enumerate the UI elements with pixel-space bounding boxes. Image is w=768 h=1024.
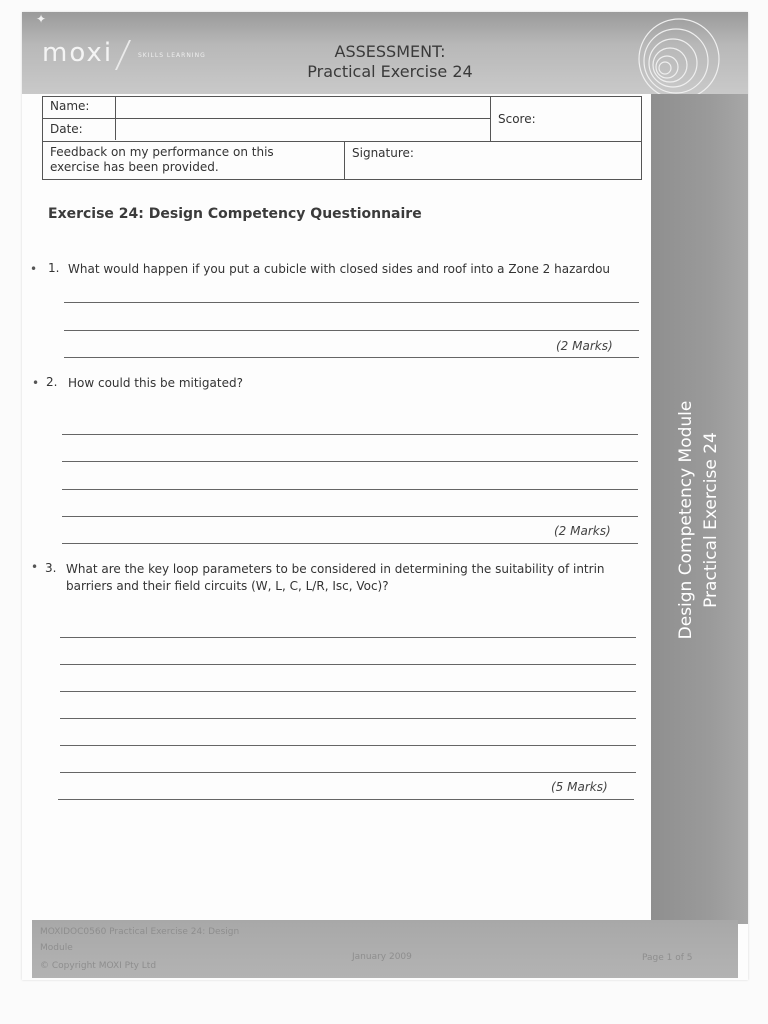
title-line-2: Practical Exercise 24: [307, 62, 473, 81]
brand-logo: moxi: [42, 38, 114, 68]
bullet-mark: •: [31, 560, 39, 574]
title-line-1: ASSESSMENT:: [334, 42, 446, 61]
sidebar-title: [674, 401, 724, 640]
answer-line: [62, 516, 638, 517]
question-number: 1.: [48, 261, 60, 275]
footer-page-number: Page 1 of 5: [642, 953, 693, 963]
bullet-mark: •: [30, 262, 38, 276]
exercise-title: Exercise 24: Design Competency Questionnaire: [48, 206, 422, 222]
page-title: [230, 42, 550, 82]
marks-label: (2 Marks): [554, 524, 611, 538]
answer-line: [58, 799, 634, 800]
question-text: How could this be mitigated?: [68, 376, 243, 390]
answer-line: [62, 543, 638, 544]
date-label: Date:: [50, 122, 83, 136]
answer-line: [64, 330, 639, 331]
feedback-line-1: Feedback on my performance on this: [50, 145, 274, 159]
footer-doc-ref-continued: Module: [40, 943, 73, 953]
marks-label: (5 Marks): [551, 780, 608, 794]
name-label: Name:: [50, 99, 90, 113]
marks-label: (2 Marks): [556, 339, 613, 353]
question-text: What are the key loop parameters to be considered in determining the suitability of intrin: [66, 562, 605, 576]
score-label: Score:: [498, 112, 536, 126]
answer-line: [60, 637, 636, 638]
answer-line: [60, 745, 636, 746]
answer-line: [60, 691, 636, 692]
sidebar-line-1: Design Competency Module: [676, 400, 696, 640]
answer-line: [62, 489, 638, 490]
answer-line: [62, 434, 638, 435]
feedback-statement: [50, 145, 274, 175]
answer-line: [64, 302, 639, 303]
answer-line: [62, 461, 638, 462]
table-divider: [42, 141, 642, 142]
sidebar-line-2: Practical Exercise 24: [701, 432, 721, 608]
feedback-line-2: exercise has been provided.: [50, 160, 219, 174]
table-divider: [42, 118, 491, 119]
question-text-continued: barriers and their field circuits (W, L, C, L/R, Isc, Voc)?: [66, 579, 389, 593]
answer-line: [64, 357, 639, 358]
question-number: 3.: [45, 561, 57, 575]
footer-date: January 2009: [352, 952, 412, 962]
footer-doc-ref: MOXIDOC0560 Practical Exercise 24: Design: [40, 927, 240, 937]
bullet-mark: •: [32, 376, 40, 390]
table-divider: [344, 141, 345, 180]
brand-tagline: SKILLS LEARNING: [138, 52, 206, 59]
question-number: 2.: [46, 375, 58, 389]
question-text: What would happen if you put a cubicle with closed sides and roof into a Zone 2 hazardou: [68, 262, 611, 276]
answer-line: [60, 718, 636, 719]
star-mark-icon: ✦: [36, 12, 47, 26]
answer-line: [60, 772, 636, 773]
signature-label: Signature:: [352, 146, 414, 160]
footer-copyright: © Copyright MOXI Pty Ltd: [40, 961, 157, 971]
answer-line: [60, 664, 636, 665]
table-divider: [490, 96, 491, 142]
